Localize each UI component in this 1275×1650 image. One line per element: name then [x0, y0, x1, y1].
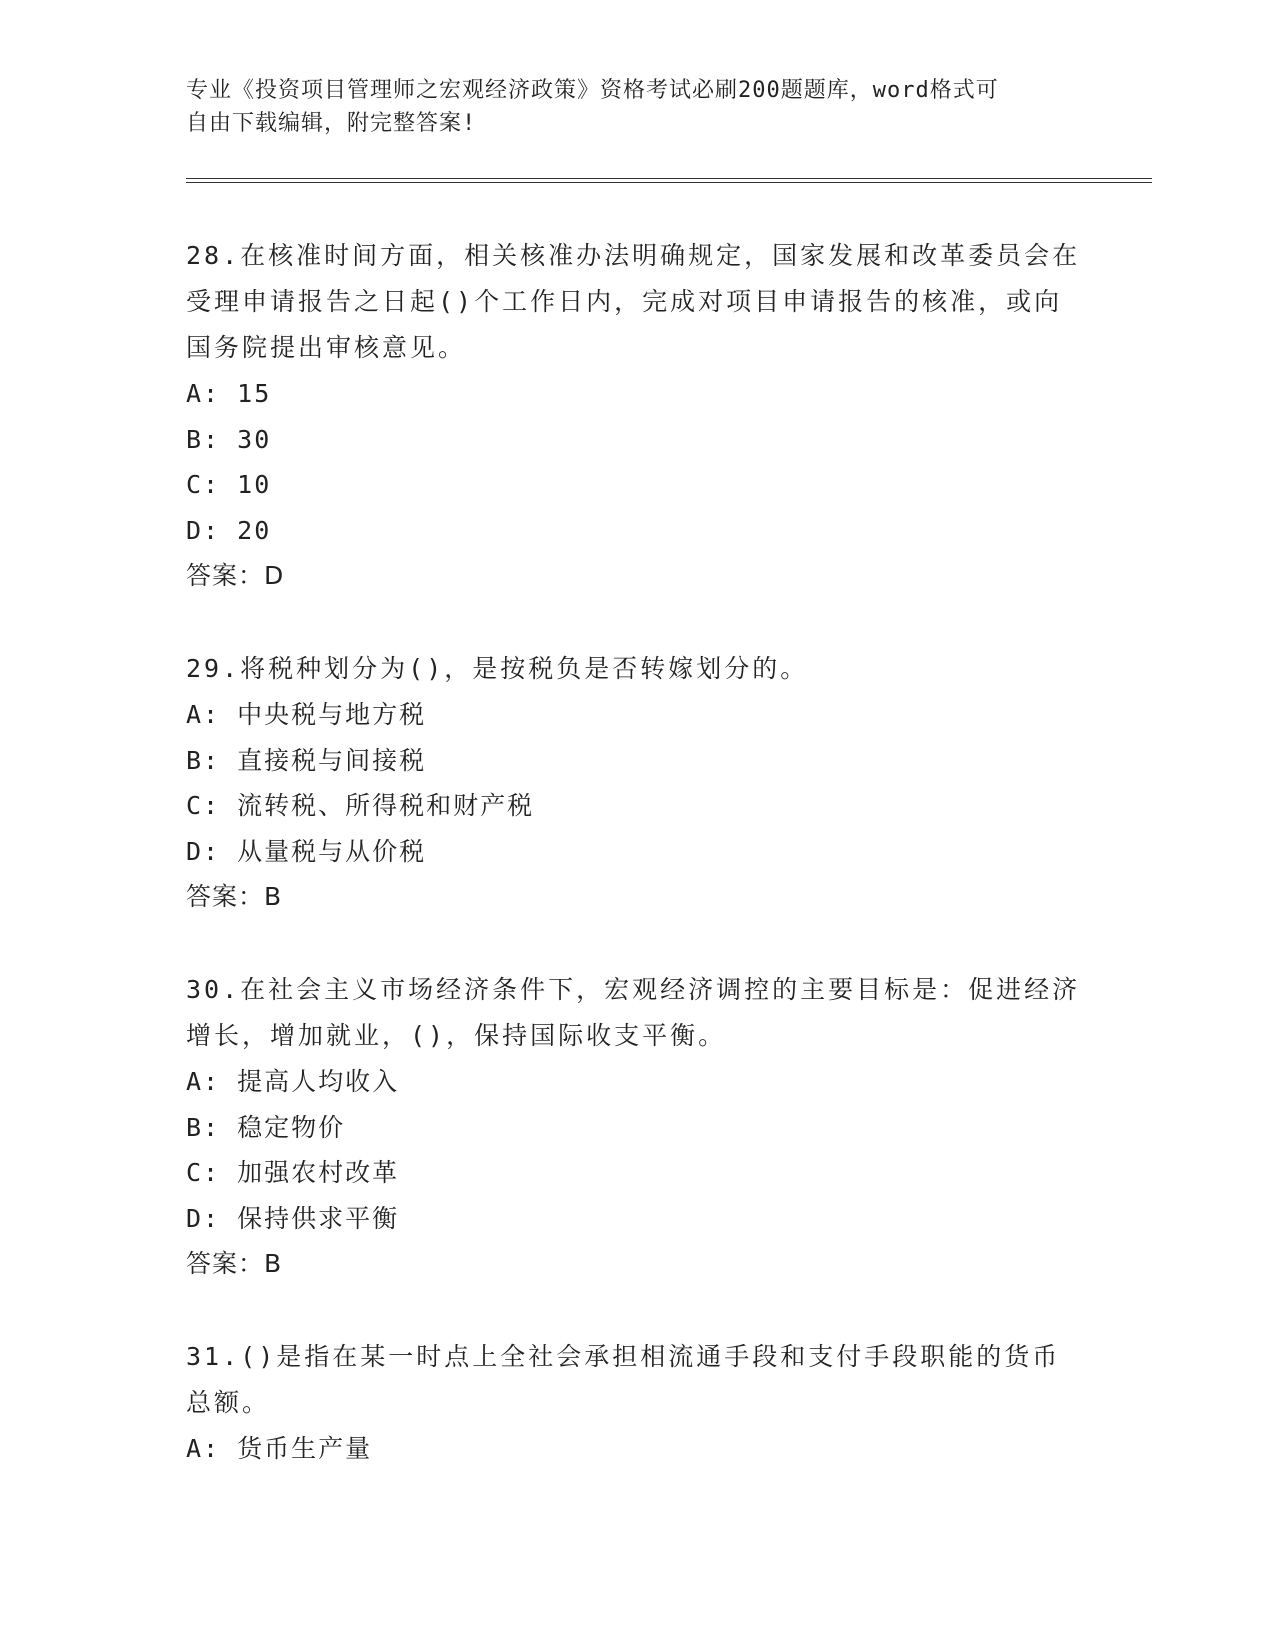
option-b: B: 稳定物价 — [186, 1112, 346, 1142]
option-a: A: 货币生产量 — [186, 1434, 373, 1463]
question-29 — [186, 646, 1086, 919]
option-a: A: 中央税与地方税 — [186, 700, 427, 729]
question-stem: 31.()是指在某一时点上全社会承担相流通手段和支付手段职能的货币总额。 — [186, 1342, 1061, 1417]
answer-line: 答案：B — [186, 882, 283, 911]
option-b: B: 直接税与间接税 — [186, 745, 427, 775]
header-line-1: 专业《投资项目管理师之宏观经济政策》资格考试必刷200题题库，word格式可 — [186, 78, 999, 103]
question-31 — [186, 1334, 1086, 1472]
header-divider — [186, 178, 1152, 183]
question-stem: 28.在核准时间方面，相关核准办法明确规定，国家发展和改革委员会在受理申请报告之日起()个工作日内，完成对项目申请报告的核准，或向国务院提出审核意见。 — [186, 241, 1081, 362]
question-30 — [186, 967, 1086, 1286]
option-a: A: 15 — [186, 379, 272, 408]
option-d: D: 从量税与从价税 — [186, 836, 427, 866]
option-d: D: 保持供求平衡 — [186, 1203, 400, 1233]
option-c: C: 流转税、所得税和财产税 — [186, 791, 535, 820]
option-b: B: 30 — [186, 424, 272, 454]
answer-line: 答案：B — [186, 1249, 283, 1278]
question-stem: 30.在社会主义市场经济条件下，宏观经济调控的主要目标是：促进经济增长，增加就业，()，保持国际收支平衡。 — [186, 975, 1081, 1050]
document-header — [186, 74, 1086, 140]
option-c: C: 加强农村改革 — [186, 1158, 400, 1187]
option-a: A: 提高人均收入 — [186, 1067, 400, 1096]
question-list — [186, 233, 1086, 1520]
option-c: C: 10 — [186, 470, 272, 499]
question-stem: 29.将税种划分为()，是按税负是否转嫁划分的。 — [186, 654, 809, 683]
answer-line: 答案：D — [186, 561, 285, 590]
option-d: D: 20 — [186, 515, 272, 545]
header-line-2: 自由下载编辑，附完整答案! — [186, 111, 477, 136]
question-28 — [186, 233, 1086, 598]
